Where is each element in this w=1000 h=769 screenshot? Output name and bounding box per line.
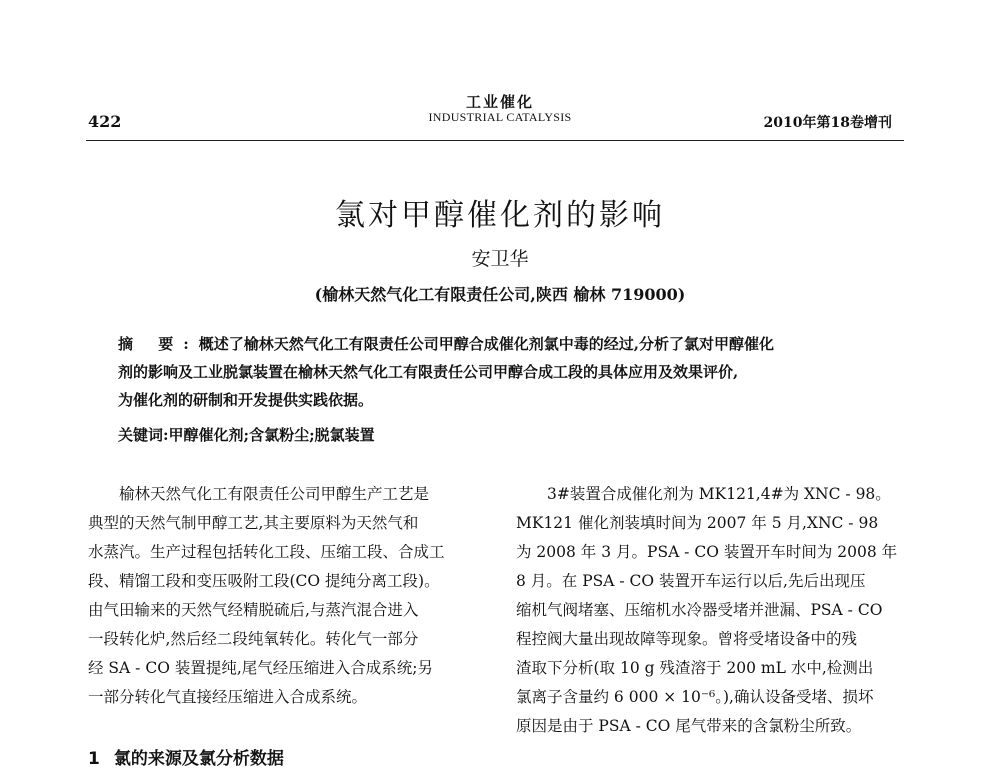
- body-line: 由气田输来的天然气经精脱硫后,与蒸汽混合进入: [88, 601, 419, 619]
- issue-info: 2010年第18卷增刊: [763, 115, 892, 131]
- body-line: MK121 催化剂装填时间为 2007 年 5 月,XNC - 98: [516, 514, 879, 532]
- body-column-left: [88, 480, 480, 712]
- body-line: 程控阀大量出现故障等现象。曾将受堵设备中的残: [516, 630, 858, 648]
- body-line: 经 SA - CO 装置提纯,尾气经压缩进入合成系统;另: [88, 659, 433, 677]
- abstract-text: 概述了榆林天然气化工有限责任公司甲醇合成催化剂氯中毒的经过,分析了氯对甲醇催化: [198, 335, 774, 353]
- body-line: 原因是由于 PSA - CO 尾气带来的含氯粉尘所致。: [516, 717, 862, 735]
- section-title: 氯的来源及氯分析数据: [113, 749, 284, 769]
- keywords-label: 关键词:: [118, 426, 169, 444]
- body-line: 渣取下分析(取 10 g 残渣溶于 200 mL 水中,检测出: [516, 659, 874, 677]
- abstract: [118, 330, 898, 414]
- article-author: 安卫华: [471, 248, 529, 270]
- journal-name-cn: 工业催化: [465, 93, 534, 111]
- abstract-line: [118, 330, 898, 358]
- abstract-label: 摘 要:: [118, 335, 199, 353]
- body-line: 榆林天然气化工有限责任公司甲醇生产工艺是: [88, 485, 430, 503]
- body-line: 8 月。在 PSA - CO 装置开车运行以后,先后出现压: [516, 572, 866, 590]
- keywords: [118, 424, 375, 445]
- author-affiliation: (榆林天然气化工有限责任公司,陕西 榆林 719000): [314, 285, 686, 304]
- body-line: 缩机气阀堵塞、压缩机水冷器受堵并泄漏、PSA - CO: [516, 601, 883, 619]
- body-line: 3#装置合成催化剂为 MK121,4#为 XNC - 98。: [516, 485, 891, 503]
- body-column-right: [516, 480, 908, 741]
- body-line: 水蒸汽。生产过程包括转化工段、压缩工段、合成工: [88, 543, 445, 561]
- keywords-text: 甲醇催化剂;含氯粉尘;脱氯装置: [168, 426, 375, 444]
- article-title: 氯对甲醇催化剂的影响: [335, 198, 665, 233]
- abstract-line: 剂的影响及工业脱氯装置在榆林天然气化工有限责任公司甲醇合成工段的具体应用及效果评价,: [118, 363, 739, 381]
- body-line: 段、精馏工段和变压吸附工段(CO 提纯分离工段)。: [88, 572, 440, 590]
- body-line: 典型的天然气制甲醇工艺,其主要原料为天然气和: [88, 514, 419, 532]
- section-number: 1: [88, 749, 100, 769]
- body-line: 一段转化炉,然后经二段纯氧转化。转化气一部分: [88, 630, 419, 648]
- section-heading: [88, 744, 284, 769]
- journal-name-en: INDUSTRIAL CATALYSIS: [428, 110, 572, 125]
- header-rule: [86, 140, 904, 141]
- abstract-line: 为催化剂的研制和开发提供实践依据。: [118, 391, 374, 409]
- body-line: 氯离子含量约 6 000 × 10⁻⁶。),确认设备受堵、损坏: [516, 688, 874, 706]
- body-line: 为 2008 年 3 月。PSA - CO 装置开车时间为 2008 年: [516, 543, 898, 561]
- page-number: 422: [88, 112, 122, 131]
- body-line: 一部分转化气直接经压缩进入合成系统。: [88, 688, 368, 706]
